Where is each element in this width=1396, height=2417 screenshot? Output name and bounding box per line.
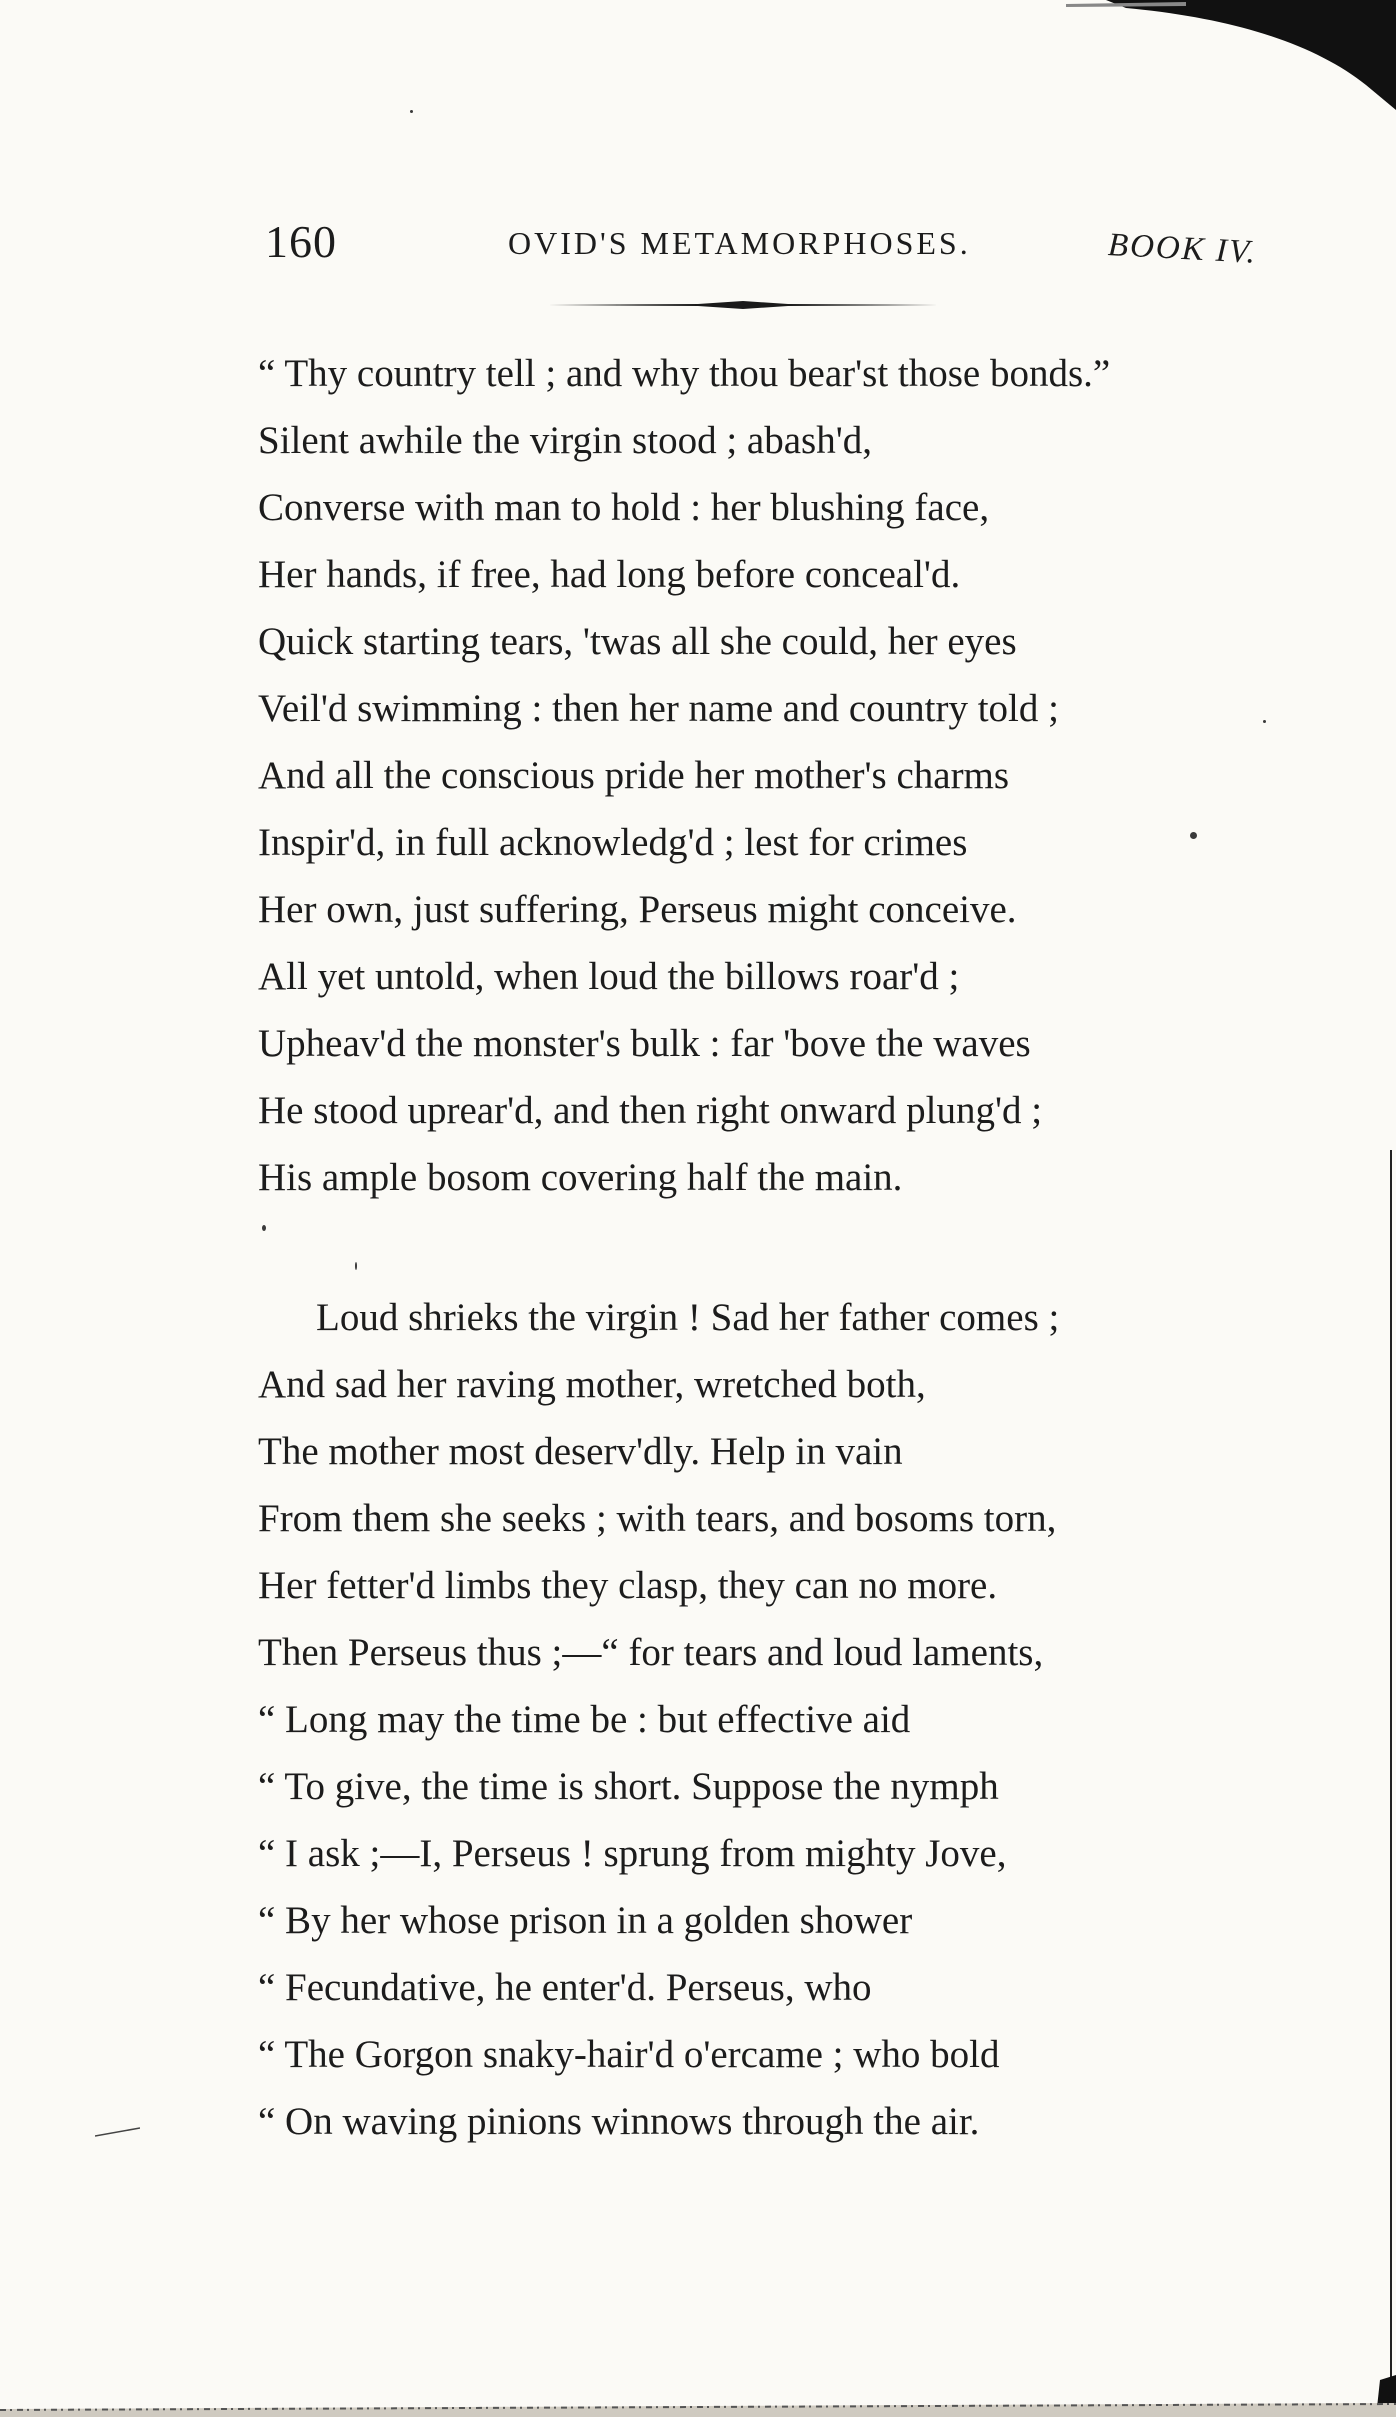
verse-line: “ On waving pinions winnows through the air. [258,2100,980,2143]
verse-line: “ The Gorgon snaky-hair'd o'ercame ; who bold [258,2033,1000,2076]
page-corner-shadow [1066,0,1396,110]
book-label: BOOK IV. [1107,227,1258,271]
verse-line: Upheav'd the monster's bulk : far 'bove the waves [258,1022,1031,1065]
verse-line: And all the conscious pride her mother's charms [258,754,1010,797]
verse-line: “ To give, the time is short. Suppose the nymph [258,1765,999,1808]
ink-speck [1263,720,1266,723]
running-title: OVID'S METAMORPHOSES. [508,225,971,261]
verse-line: All yet untold, when loud the billows roar'd ; [258,955,960,998]
verse-line: His ample bosom covering half the main. [258,1156,903,1199]
ink-speck [355,1262,357,1270]
verse-line: “ Thy country tell ; and why thou bear'st those bonds.” [258,352,1111,395]
verse-line: Veil'd swimming : then her name and country told ; [258,687,1059,730]
page-header [0,205,1396,275]
verse-line: “ I ask ;—I, Perseus ! sprung from mighty Jove, [258,1832,1007,1875]
page-number: 160 [265,216,337,267]
ink-speck [262,1225,266,1231]
verse-line: “ Fecundative, he enter'd. Perseus, who [258,1966,872,2009]
ink-mark [95,2126,140,2138]
verse-line: Loud shrieks the virgin ! Sad her father comes ; [316,1296,1060,1339]
ink-speck [1190,832,1197,839]
verse-line: From them she seeks ; with tears, and bosoms torn, [258,1497,1057,1540]
ink-speck [410,110,413,113]
verse-line: And sad her raving mother, wretched both, [258,1363,926,1406]
verse-line: “ By her whose prison in a golden shower [258,1899,913,1942]
verse-line: Then Perseus thus ;—“ for tears and loud laments, [258,1631,1044,1674]
verse-line: Inspir'd, in full acknowledg'd ; lest for crimes [258,821,968,864]
verse-line: Her own, just suffering, Perseus might conceive. [258,888,1017,931]
verse-line: He stood uprear'd, and then right onward plung'd ; [258,1089,1043,1132]
verse-line: The mother most deserv'dly. Help in vain [258,1430,903,1473]
verse-line: Quick starting tears, 'twas all she could, her eyes [258,620,1017,663]
verse-line: Silent awhile the virgin stood ; abash'd, [258,419,872,462]
verse-line: “ Long may the time be : but effective aid [258,1698,911,1741]
header-rule [548,300,938,310]
verse-line: Converse with man to hold : her blushing face, [258,486,990,529]
verse-line: Her fetter'd limbs they clasp, they can no more. [258,1564,998,1607]
page-bottom-edge [0,2389,1396,2417]
page-right-edge [1376,1150,1396,2417]
verse-line: Her hands, if free, had long before conceal'd. [258,553,961,596]
